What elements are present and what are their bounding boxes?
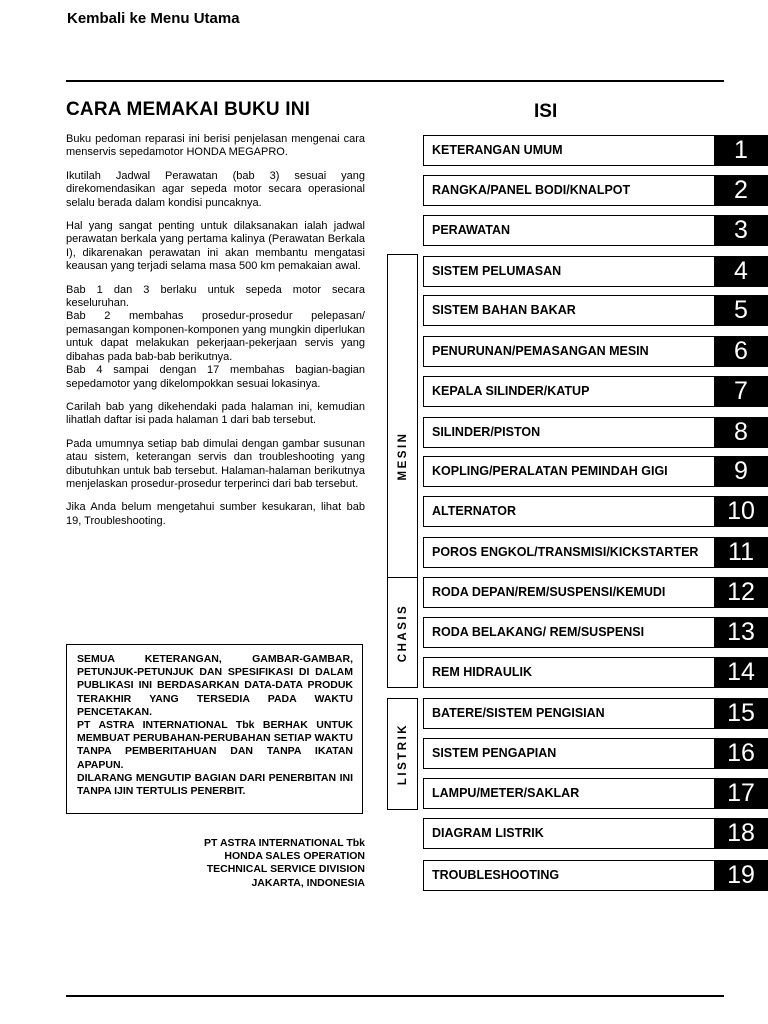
toc-item-label: SILINDER/PISTON: [432, 425, 541, 439]
chapter-number-tab: 15: [714, 698, 768, 729]
chapter-number-tab: 1: [714, 135, 768, 166]
toc-item-label: LAMPU/METER/SAKLAR: [432, 786, 580, 800]
toc-item-11[interactable]: [423, 537, 768, 570]
toc-item-label: RODA BELAKANG/ REM/SUSPENSI: [432, 625, 645, 639]
chapter-number-tab: 11: [714, 537, 768, 568]
toc-item-16[interactable]: [423, 738, 768, 771]
toc-item-label: REM HIDRAULIK: [432, 665, 532, 679]
toc-item-12[interactable]: [423, 577, 768, 610]
intro-paragraph: Buku pedoman reparasi ini berisi penjelasan mengenai cara menservis sepedamotor HONDA MEGAPRO.: [66, 133, 365, 159]
publisher-info: [150, 837, 365, 890]
toc-item-9[interactable]: [423, 456, 768, 489]
toc-item-label: PENURUNAN/PEMASANGAN MESIN: [432, 344, 649, 358]
toc-item-label: PERAWATAN: [432, 223, 511, 237]
chapter-number-tab: 6: [714, 336, 768, 367]
chapter-number-tab: 3: [714, 215, 768, 246]
intro-paragraph: Bab 1 dan 3 berlaku untuk sepeda motor secara keseluruhan.: [66, 283, 365, 310]
intro-text: [66, 133, 365, 538]
top-rule: [66, 80, 724, 82]
group-label: MESIN: [396, 431, 409, 480]
toc-item-1[interactable]: [423, 135, 768, 168]
intro-paragraph: Bab 2 membahas prosedur-prosedur pelepasan/ pemasangan komponen-komponen yang mungkin diperlukan untuk dapat melakukan pekerjaan-pekerjaan servis yang dibahas pada bab-bab berikutnya.: [66, 310, 365, 363]
chapter-number-tab: 8: [714, 417, 768, 448]
toc-item-7[interactable]: [423, 376, 768, 409]
intro-paragraph: Carilah bab yang dikehendaki pada halaman ini, kemudian lihatlah daftar isi pada halaman 1 dari bab tersebut.: [66, 400, 365, 427]
toc-item-label: TROUBLESHOOTING: [432, 868, 560, 882]
toc-item-13[interactable]: [423, 617, 768, 650]
toc-item-17[interactable]: [423, 778, 768, 811]
group-listrik: [387, 698, 418, 810]
toc-item-4[interactable]: [423, 256, 768, 289]
toc-item-2[interactable]: [423, 175, 768, 208]
group-label: CHASIS: [396, 603, 409, 662]
intro-paragraph: Ikutilah Jadwal Perawatan (bab 3) sesuai yang direkomendasikan agar sepeda motor secara operasional selalu berada dalam kondisi puncaknya.: [66, 169, 365, 209]
back-to-main-menu-link[interactable]: Kembali ke Menu Utama: [67, 10, 240, 27]
chapter-number-tab: 18: [714, 818, 768, 849]
publisher-line: PT ASTRA INTERNATIONAL Tbk: [204, 837, 365, 849]
toc-item-label: RANGKA/PANEL BODI/KNALPOT: [432, 183, 631, 197]
intro-paragraph: Pada umumnya setiap bab dimulai dengan gambar susunan atau sistem, keterangan servis dan troubleshooting yang dibutuhkan untuk bab tersebut. Halaman-halaman berikutnya menjelaskan prosedur-prosedur terperinci dari bab tersebut.: [66, 437, 365, 490]
disclaimer-box: [66, 644, 363, 814]
toc-item-6[interactable]: [423, 336, 768, 369]
toc-item-19[interactable]: [423, 860, 768, 893]
group-chasis: [387, 577, 418, 688]
toc-item-label: POROS ENGKOL/TRANSMISI/KICKSTARTER: [432, 545, 699, 559]
toc-item-3[interactable]: [423, 215, 768, 248]
intro-paragraph: Jika Anda belum mengetahui sumber kesukaran, lihat bab 19, Troubleshooting.: [66, 501, 365, 527]
toc-item-label: SISTEM PELUMASAN: [432, 264, 562, 278]
publisher-line: HONDA SALES OPERATION: [224, 850, 365, 863]
chapter-number-tab: 17: [714, 778, 768, 809]
intro-paragraph: Hal yang sangat penting untuk dilaksanakan ialah jadwal perawatan berkala yang pertama kalinya (Perawatan Berkala I), dikarenakan perawatan ini akan membantu mengatasi keausan yang terjadi selama masa 500 km pemakaian awal.: [66, 220, 365, 273]
bottom-rule: [66, 995, 724, 997]
toc-item-label: SISTEM BAHAN BAKAR: [432, 303, 576, 317]
chapter-number-tab: 4: [714, 256, 768, 287]
toc-item-8[interactable]: [423, 417, 768, 450]
toc-item-label: BATERE/SISTEM PENGISIAN: [432, 706, 605, 720]
disclaimer-text: SEMUA KETERANGAN, GAMBAR-GAMBAR, PETUNJUK-PETUNJUK DAN SPESIFIKASI DI DALAM PUBLIKASI INI BERDASARKAN DATA-DATA PRODUK TERAKHIR YANG TERSEDIA PADA WAKTU PENCETAKAN.: [77, 653, 353, 718]
toc-item-18[interactable]: [423, 818, 768, 851]
chapter-number-tab: 14: [714, 657, 768, 688]
group-label: LISTRIK: [396, 722, 409, 786]
toc-item-label: KEPALA SILINDER/KATUP: [432, 384, 590, 398]
toc-item-label: DIAGRAM LISTRIK: [432, 826, 544, 840]
chapter-number-tab: 5: [714, 295, 768, 326]
toc-item-14[interactable]: [423, 657, 768, 690]
disclaimer-text: DILARANG MENGUTIP BAGIAN DARI PENERBITAN INI TANPA IJIN TERTULIS PENERBIT.: [77, 771, 353, 798]
toc-item-5[interactable]: [423, 295, 768, 328]
toc-title: ISI: [534, 101, 558, 122]
chapter-number-tab: 16: [714, 738, 768, 769]
chapter-number-tab: 2: [714, 175, 768, 206]
chapter-number-tab: 9: [714, 456, 768, 487]
chapter-number-tab: 7: [714, 376, 768, 407]
publisher-line: TECHNICAL SERVICE DIVISION: [206, 863, 365, 876]
page-title: CARA MEMAKAI BUKU INI: [66, 99, 311, 120]
intro-paragraph: Bab 4 sampai dengan 17 membahas bagian-bagian sepedamotor yang dikelompokkan sesuai lokasinya.: [66, 364, 365, 390]
toc-item-15[interactable]: [423, 698, 768, 731]
chapter-number-tab: 10: [714, 496, 768, 527]
disclaimer-text: PT ASTRA INTERNATIONAL Tbk BERHAK UNTUK MEMBUAT PERUBAHAN-PERUBAHAN SETIAP WAKTU TANPA PEMBERITAHUAN DAN TANPA IKATAN APAPUN.: [77, 719, 353, 771]
toc-item-label: ALTERNATOR: [432, 504, 517, 518]
toc-item-label: KETERANGAN UMUM: [432, 143, 563, 157]
toc-item-10[interactable]: [423, 496, 768, 529]
toc-item-label: RODA DEPAN/REM/SUSPENSI/KEMUDI: [432, 585, 666, 599]
chapter-number-tab: 19: [714, 860, 768, 891]
toc-item-label: SISTEM PENGAPIAN: [432, 746, 557, 760]
chapter-number-tab: 13: [714, 617, 768, 648]
publisher-line: JAKARTA, INDONESIA: [251, 876, 365, 889]
chapter-number-tab: 12: [714, 577, 768, 608]
toc-item-label: KOPLING/PERALATAN PEMINDAH GIGI: [432, 464, 668, 478]
